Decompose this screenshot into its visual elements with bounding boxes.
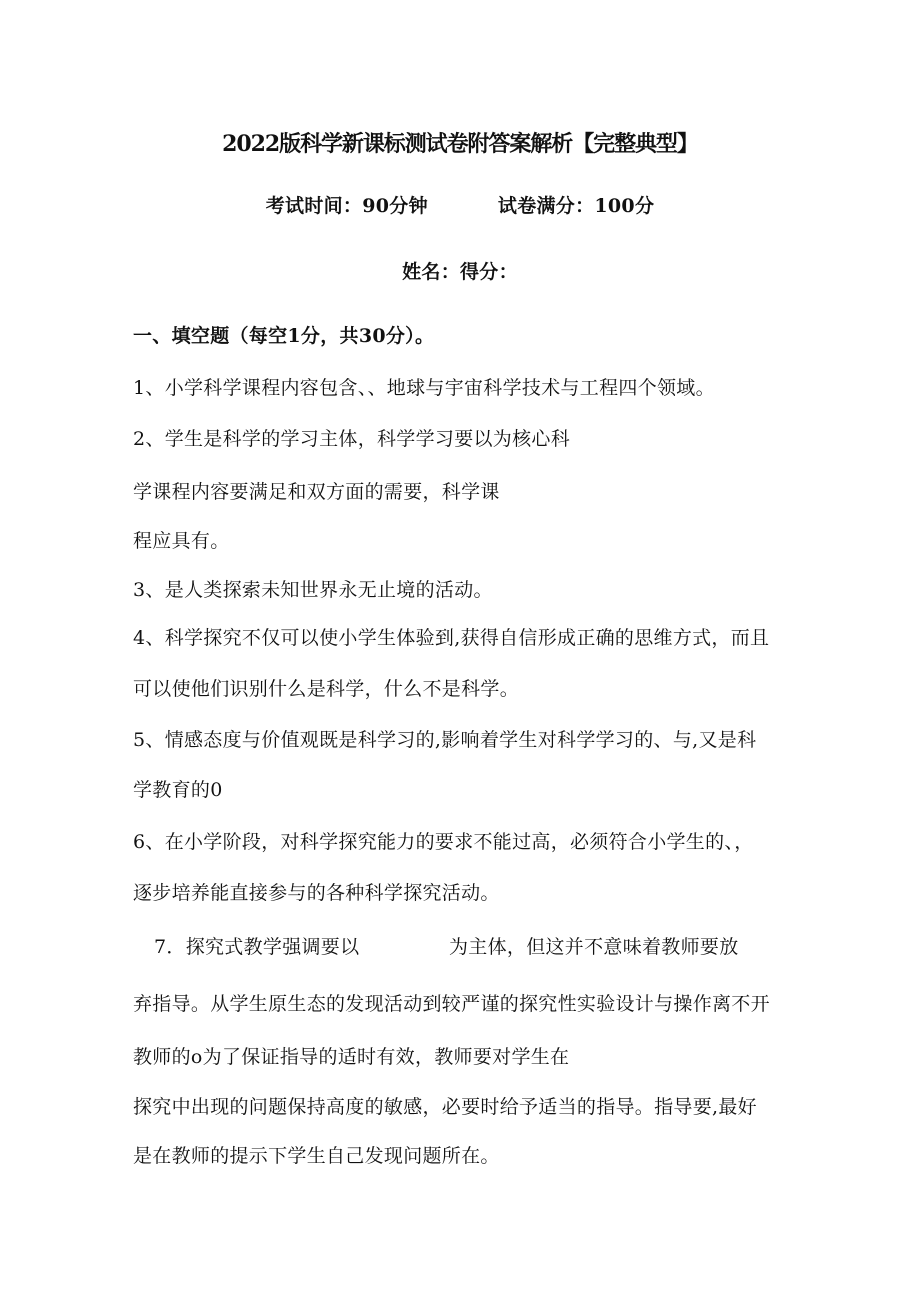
question-line: 逐步培养能直接参与的各种科学探究活动。 xyxy=(133,882,500,904)
question-line: 4、科学探究不仅可以使小学生体验到,获得自信形成正确的思维方式，而且 xyxy=(133,627,770,649)
question-line: 1、小学科学课程内容包含、、地球与宇宙科学技术与工程四个领域。 xyxy=(133,377,715,399)
question-line: 为主体，但这并不意味着教师要放 xyxy=(449,936,739,958)
question-line: 弃指导。从学生原生态的发现活动到较严谨的探究性实验设计与操作离不开 xyxy=(133,993,770,1015)
question-line: 可以使他们识别什么是科学，什么不是科学。 xyxy=(133,678,520,700)
question-line: 3、是人类探索未知世界永无止境的活动。 xyxy=(133,579,493,601)
question-line: 6、在小学阶段，对科学探究能力的要求不能过高，必须符合小学生的、， xyxy=(133,831,754,853)
question-line: 2、学生是科学的学习主体，科学学习要以为核心科 xyxy=(133,428,570,450)
name-score-line: 姓名：得分： xyxy=(402,261,518,283)
question-line: 探究中出现的问题保持高度的敏感，必要时给予适当的指导。指导要,最好 xyxy=(133,1096,757,1118)
question-line: 教师的o为了保证指导的适时有效，教师要对学生在 xyxy=(133,1046,570,1068)
exam-time: 考试时间：90分钟 xyxy=(265,195,428,217)
question-line: 程应具有。 xyxy=(133,530,230,552)
exam-info-line xyxy=(0,194,920,218)
question-line: 7．探究式教学强调要以 xyxy=(154,936,360,958)
question-line: 5、情感态度与价值观既是科学习的,影响着学生对科学学习的、与,又是科 xyxy=(133,729,757,751)
section-heading: 一、填空题（每空1分，共30分）。 xyxy=(133,325,435,347)
question-line: 是在教师的提示下学生自己发现问题所在。 xyxy=(133,1145,500,1167)
question-line: 学教育的0 xyxy=(133,779,223,801)
document-title: 2022版科学新课标测试卷附答案解析【完整典型】 xyxy=(222,131,698,157)
full-score: 试卷满分：100分 xyxy=(497,195,655,217)
question-line: 学课程内容要满足和双方面的需要，科学课 xyxy=(133,481,500,503)
